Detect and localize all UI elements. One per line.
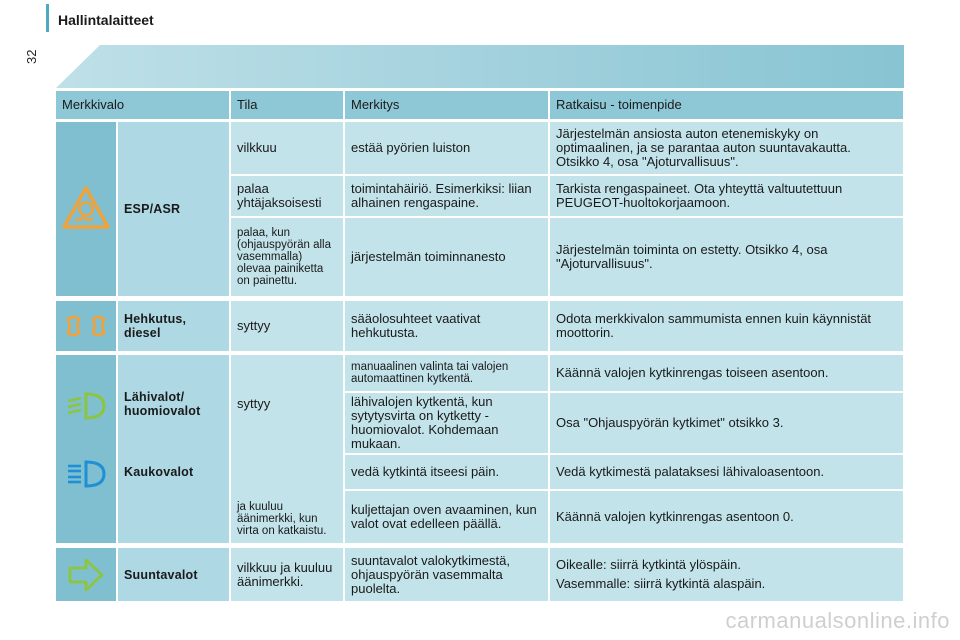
esp-warning-triangle-icon — [58, 180, 114, 236]
esp-meaning-3: järjestelmän toiminnanesto — [345, 218, 548, 296]
high-beam-icon — [58, 456, 114, 492]
glow-meaning: sääolosuhteet vaativat hehkutusta. — [345, 301, 548, 351]
lights-icon-cell — [56, 355, 116, 543]
lights-state-on: syttyy — [231, 355, 343, 453]
header-indicator: Merkkivalo — [56, 91, 229, 119]
section-banner — [56, 45, 904, 88]
turn-action-right: Oikealle: siirrä kytkintä ylöspäin. — [556, 557, 741, 572]
lights-action-3: Vedä kytkimestä palataksesi lähivaloasentoon. — [550, 455, 903, 489]
lights-state-buzzer: ja kuuluu äänimerkki, kun virta on katkaistu. — [231, 453, 343, 543]
header-meaning: Merkitys — [345, 91, 548, 119]
page-title: Hallintalaitteet — [58, 12, 154, 28]
turn-action-left: Vasemmalle: siirrä kytkintä alaspäin. — [556, 576, 766, 591]
esp-action-3: Järjestelmän toiminta on estetty. Otsikko 4, osa "Ajoturvallisuus". — [550, 218, 903, 296]
esp-meaning-1: estää pyörien luiston — [345, 122, 548, 174]
lights-meaning-1: manuaalinen valinta tai valojen automaattinen kytkentä. — [345, 355, 548, 391]
esp-name: ESP/ASR — [118, 122, 229, 296]
turn-meaning: suuntavalot valokytkimestä, ohjauspyörän vasemmalta puolelta. — [345, 548, 548, 601]
esp-action-2: Tarkista rengaspaineet. Ota yhteyttä valtuutettuun PEUGEOT-huoltokorjaamoon. — [550, 176, 903, 216]
header-accent-bar — [46, 4, 49, 32]
glow-state: syttyy — [231, 301, 343, 351]
turn-signal-arrow-icon — [58, 552, 114, 597]
low-beam-icon — [58, 388, 114, 424]
watermark: carmanualsonline.info — [725, 608, 950, 633]
esp-state-2: palaa yhtäjaksoisesti — [231, 176, 343, 216]
page-number: 32 — [24, 49, 39, 64]
turn-state: vilkkuu ja kuuluu äänimerkki. — [231, 548, 343, 601]
lights-meaning-4: kuljettajan oven avaaminen, kun valot ovat edelleen päällä. — [345, 491, 548, 543]
lights-meaning-3: vedä kytkintä itseesi päin. — [345, 455, 548, 489]
glow-name: Hehkutus, diesel — [118, 301, 229, 351]
low-beam-name: Lähivalot/ huomiovalot — [118, 355, 229, 453]
lights-action-4: Käännä valojen kytkinrengas asentoon 0. — [550, 491, 903, 543]
esp-state-3: palaa, kun (ohjauspyörän alla vasemmalla) olevaa painiketta on painettu. — [231, 218, 343, 296]
header-action: Ratkaisu - toimenpide — [550, 91, 903, 119]
turn-name: Suuntavalot — [118, 548, 229, 601]
lights-action-1: Käännä valojen kytkinrengas toiseen asentoon. — [550, 355, 903, 391]
header-state: Tila — [231, 91, 343, 119]
high-beam-name: Kaukovalot — [118, 453, 229, 543]
glow-plug-icon — [58, 306, 114, 346]
esp-state-1: vilkkuu — [231, 122, 343, 174]
lights-action-2: Osa "Ohjauspyörän kytkimet" otsikko 3. — [550, 393, 903, 453]
esp-meaning-2: toimintahäiriö. Esimerkiksi: liian alhainen rengaspaine. — [345, 176, 548, 216]
lights-meaning-2: lähivalojen kytkentä, kun sytytysvirta on kytketty - huomiovalot. Kohdemaan mukaan. — [345, 393, 548, 453]
turn-action-cell — [550, 548, 903, 601]
esp-action-1: Järjestelmän ansiosta auton etenemiskyky on optimaalinen, ja se parantaa auton suuntavakautta. Otsikko 4, osa "Ajoturvallisuus". — [550, 122, 903, 174]
glow-action: Odota merkkivalon sammumista ennen kuin käynnistät moottorin. — [550, 301, 903, 351]
